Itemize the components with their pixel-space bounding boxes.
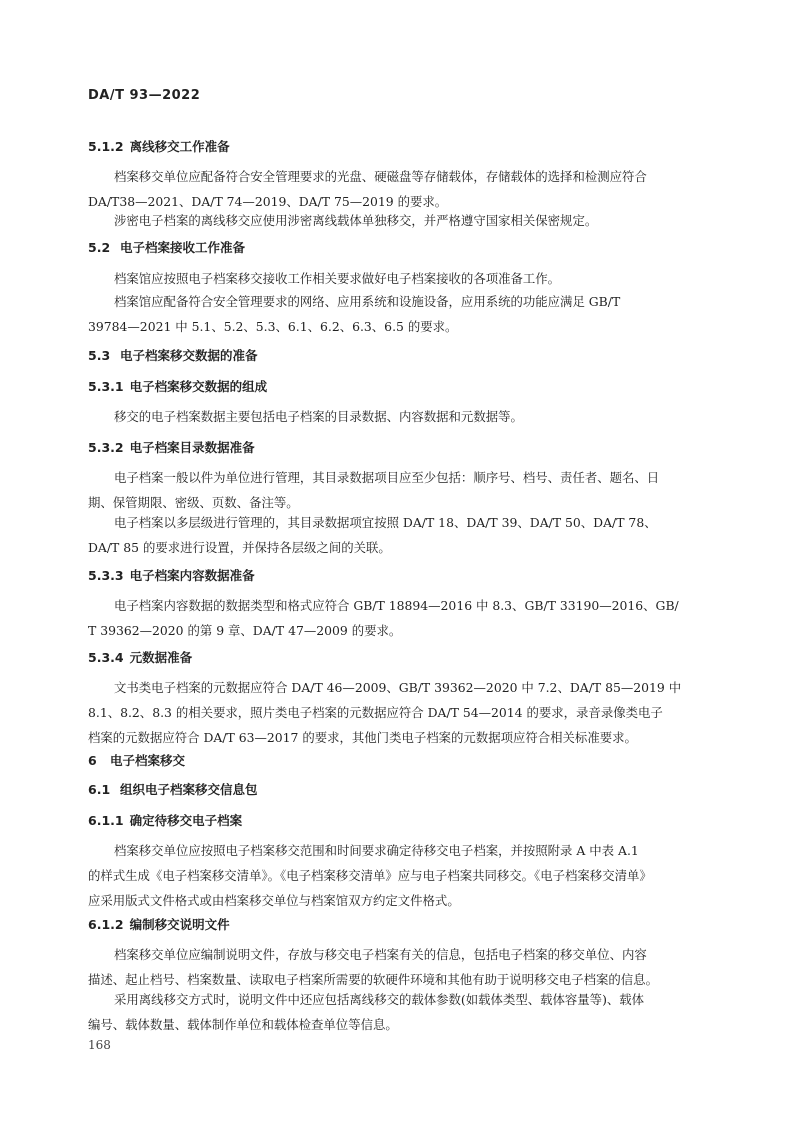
text-line: 描述、起止档号、档案数量、读取电子档案所需要的软硬件环境和其他有助于说明移交电子档案的信息。 — [88, 972, 658, 987]
text-line: 移交的电子档案数据主要包括电子档案的目录数据、内容数据和元数据等。 — [114, 409, 523, 424]
section-number: 5.3.2 — [88, 440, 124, 455]
paragraph-8 — [88, 593, 705, 643]
heading-5-3-4 — [88, 648, 192, 666]
section-number: 6.1.2 — [88, 917, 124, 932]
text-line: 档案馆应配备符合安全管理要求的网络、应用系统和设施设备，应用系统的功能应满足 GB/T — [114, 294, 621, 309]
heading-5-3-2 — [88, 438, 255, 456]
paragraph-3 — [88, 266, 705, 291]
text-line: 8.1、8.2、8.3 的相关要求，照片类电子档案的元数据应符合 DA/T 54—2014 的要求，录音录像类电子 — [88, 705, 663, 720]
section-number: 5.3.4 — [88, 650, 124, 665]
text-line: 编号、载体数量、载体制作单位和载体检查单位等信息。 — [88, 1017, 398, 1032]
paragraph-12 — [88, 987, 705, 1037]
text-line: 档案移交单位应按照电子档案移交范围和时间要求确定待移交电子档案，并按照附录 A 中表 A.1 — [114, 843, 639, 858]
paragraph-1 — [88, 164, 705, 214]
paragraph-11 — [88, 942, 705, 992]
heading-5-3-3 — [88, 566, 255, 584]
section-number: 6 — [88, 753, 97, 768]
section-title: 电子档案移交数据的准备 — [120, 348, 258, 363]
text-line: DA/T 85 的要求进行设置，并保持各层级之间的关联。 — [88, 540, 391, 555]
text-line: 39784—2021 中 5.1、5.2、5.3、6.1、6.2、6.3、6.5 的要求。 — [88, 319, 458, 334]
paragraph-6 — [88, 465, 705, 515]
heading-5-3-1 — [88, 377, 267, 395]
section-title: 组织电子档案移交信息包 — [120, 782, 258, 797]
text-line: 应采用版式文件格式或由档案移交单位与档案馆双方约定文件格式。 — [88, 893, 460, 908]
text-line: 文书类电子档案的元数据应符合 DA/T 46—2009、GB/T 39362—2020 中 7.2、DA/T 85—2019 中 — [114, 680, 682, 695]
section-title: 电子档案接收工作准备 — [120, 240, 246, 255]
heading-5-1-2 — [88, 137, 230, 155]
text-line: 档案移交单位应配备符合安全管理要求的光盘、硬磁盘等存储载体，存储载体的选择和检测应符合 — [114, 169, 647, 184]
section-title: 编制移交说明文件 — [129, 917, 230, 932]
text-line: 采用离线移交方式时，说明文件中还应包括离线移交的载体参数(如载体类型、载体容量等)、载体 — [114, 992, 645, 1007]
text-line: 电子档案一般以件为单位进行管理，其目录数据项目应至少包括：顺序号、档号、责任者、题名、日 — [114, 470, 660, 485]
text-line: T 39362—2020 的第 9 章、DA/T 47—2009 的要求。 — [88, 623, 402, 638]
heading-6 — [88, 751, 185, 769]
section-title: 电子档案移交数据的组成 — [129, 379, 268, 394]
text-line: 电子档案内容数据的数据类型和格式应符合 GB/T 18894—2016 中 8.3、GB/T 33190—2016、GB/ — [114, 598, 679, 613]
section-title: 电子档案目录数据准备 — [129, 440, 255, 455]
section-number: 5.3 — [88, 348, 111, 363]
section-number: 5.3.3 — [88, 568, 124, 583]
text-line: 的样式生成《电子档案移交清单》。《电子档案移交清单》应与电子档案共同移交。《电子档案移交清单》 — [88, 868, 652, 883]
section-number: 5.1.2 — [88, 139, 124, 154]
document-code-header: DA/T 93—2022 — [88, 88, 201, 103]
section-title: 电子档案移交 — [110, 753, 186, 768]
section-title: 电子档案内容数据准备 — [129, 568, 255, 583]
paragraph-10 — [88, 838, 705, 913]
heading-6-1-2 — [88, 915, 230, 933]
paragraph-5 — [88, 404, 705, 429]
paragraph-2 — [88, 208, 705, 233]
text-line: 期、保管期限、密级、页数、备注等。 — [88, 495, 299, 510]
section-title: 离线移交工作准备 — [129, 139, 230, 154]
text-line: 档案移交单位应编制说明文件，存放与移交电子档案有关的信息，包括电子档案的移交单位、内容 — [114, 947, 647, 962]
paragraph-7 — [88, 510, 705, 560]
section-title: 确定待移交电子档案 — [129, 813, 243, 828]
section-number: 5.3.1 — [88, 379, 124, 394]
heading-6-1-1 — [88, 811, 242, 829]
text-line: 电子档案以多层级进行管理的，其目录数据项宜按照 DA/T 18、DA/T 39、DA/T 50、DA/T 78、 — [114, 515, 657, 530]
heading-5-2 — [88, 238, 245, 256]
section-title: 元数据准备 — [129, 650, 193, 665]
section-number: 6.1.1 — [88, 813, 124, 828]
text-line: DA/T38—2021、DA/T 74—2019、DA/T 75—2019 的要求。 — [88, 194, 448, 209]
page-number: 168 — [88, 1038, 111, 1052]
heading-6-1 — [88, 780, 258, 798]
section-number: 5.2 — [88, 240, 111, 255]
section-number: 6.1 — [88, 782, 111, 797]
text-line: 涉密电子档案的离线移交应使用涉密离线载体单独移交，并严格遵守国家相关保密规定。 — [114, 213, 598, 228]
text-line: 档案馆应按照电子档案移交接收工作相关要求做好电子档案接收的各项准备工作。 — [114, 271, 561, 286]
text-line: 档案的元数据应符合 DA/T 63—2017 的要求，其他门类电子档案的元数据项应符合相关标准要求。 — [88, 730, 637, 745]
heading-5-3 — [88, 346, 258, 364]
paragraph-9 — [88, 675, 705, 750]
paragraph-4 — [88, 289, 705, 339]
